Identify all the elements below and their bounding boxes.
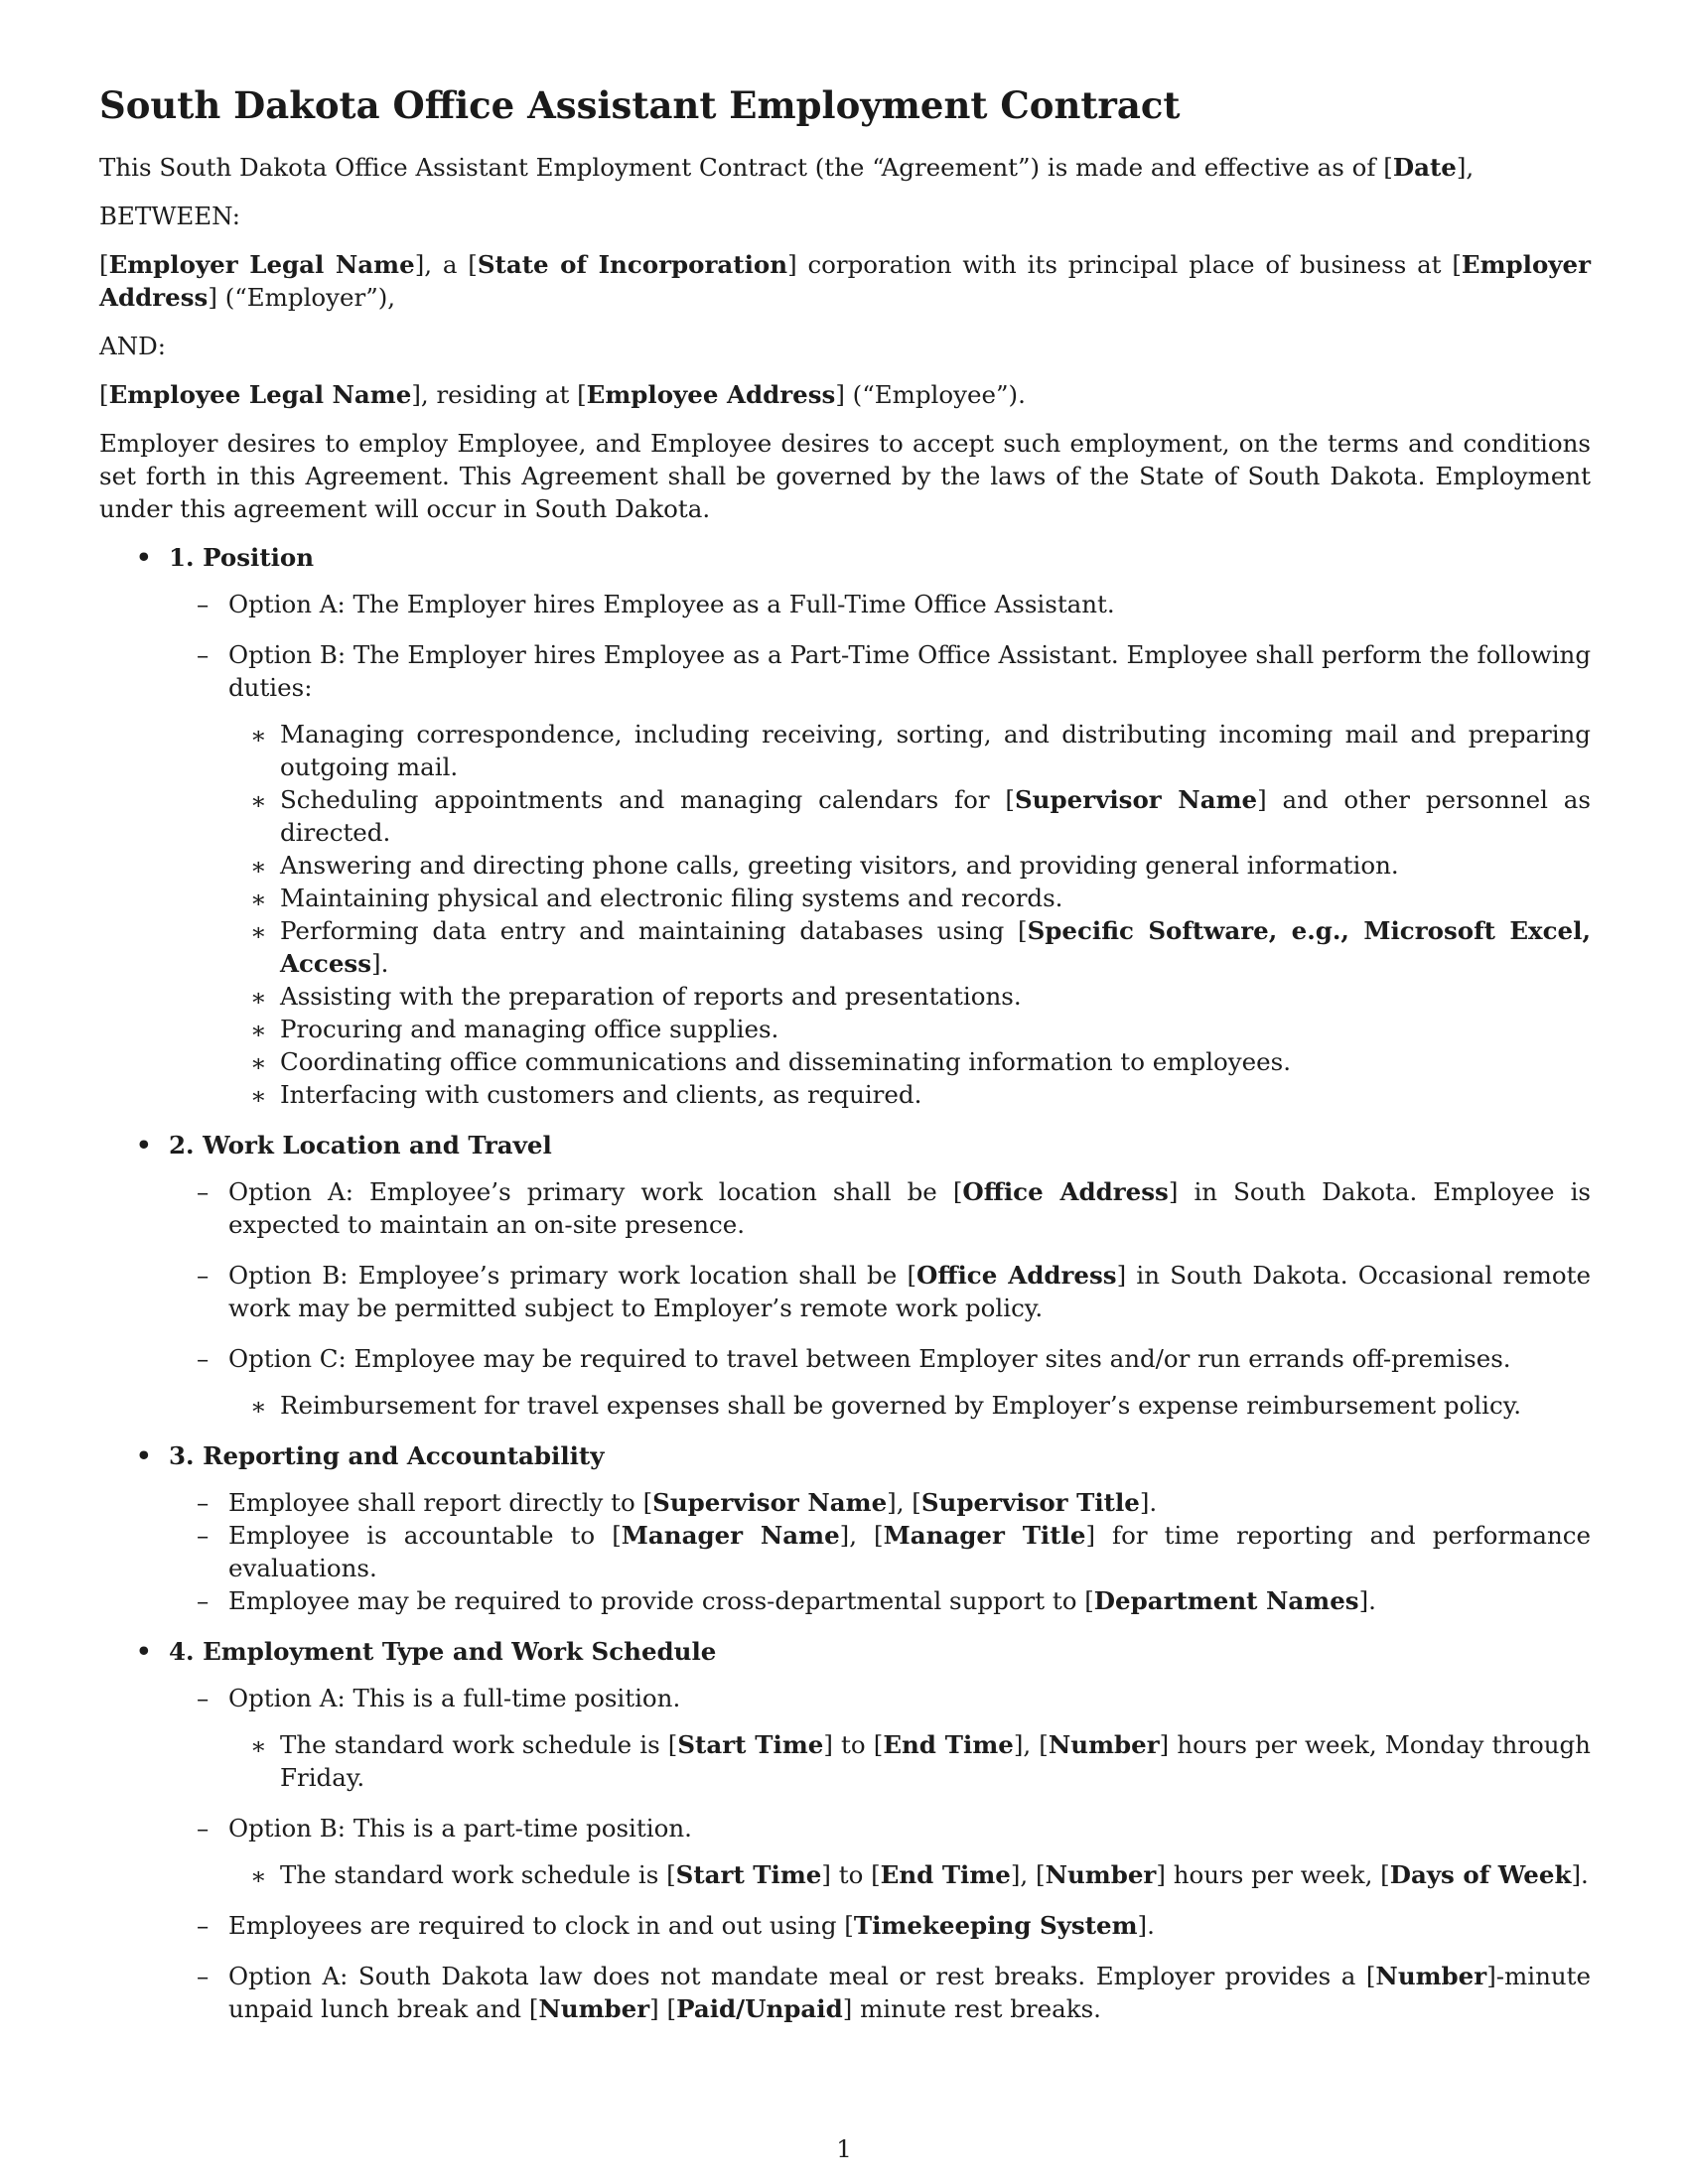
option-item: – Option A: This is a full-time position. [197,1684,681,1712]
sub-list [99,1389,1591,1422]
option-item: – Option B: Employee’s primary work location shall be [Office Address] in South Dakota. Occasional remote work may be permitted subject to Employer’s remote work policy. [197,1261,1591,1322]
list-item: – Employees are required to clock in and out using [Timekeeping System]. [197,1911,1155,1940]
list-item: ∗ Procuring and managing office supplies. [250,1015,779,1044]
list-item: – Employee may be required to provide cross-departmental support to [Department Names]. [197,1586,1376,1615]
document-body [99,83,1591,2043]
page-number: 1 [836,2134,852,2163]
sub-list [99,1728,1591,1794]
list-item: ∗ Assisting with the preparation of reports and presentations. [250,982,1022,1012]
list-item: ∗ Managing correspondence, including receiving, sorting, and distributing incoming mail and preparing outgoing mail. [250,720,1591,781]
section-heading: • 1. Position [136,543,315,572]
list-item: ∗ Coordinating office communications and disseminating information to employees. [250,1047,1291,1077]
list-item: ∗ Interfacing with customers and clients, as required. [250,1080,922,1110]
document-title: South Dakota Office Assistant Employment Contract [99,83,1181,127]
employer-party: [Employer Legal Name], a [State of Incorporation] corporation with its principal place of business at [Employer Address] (“Employer”), [99,250,1592,312]
option-item: – Option A: South Dakota law does not mandate meal or rest breaks. Employer provides a [Number]-minute unpaid lunch break and [Number] [Paid/Unpaid] minute rest breaks. [197,1962,1591,2023]
section-work-location [99,1129,1591,1422]
list-item: ∗ Reimbursement for travel expenses shall be governed by Employer’s expense reimbursement policy. [250,1391,1522,1421]
list-item: ∗ Performing data entry and maintaining databases using [Specific Software, e.g., Microsoft Excel, Access]. [250,916,1591,978]
list-item: ∗ The standard work schedule is [Start Time] to [End Time], [Number] hours per week, Monday through Friday. [250,1730,1591,1792]
section-heading: • 3. Reporting and Accountability [136,1441,605,1470]
purpose-paragraph: Employer desires to employ Employee, and Employee desires to accept such employment, on the terms and conditions set forth in this Agreement. This Agreement shall be governed by the laws of the State of South Dakota. Employment under this agreement will occur in South Dakota. [99,429,1591,523]
list-item: – Employee is accountable to [Manager Name], [Manager Title] for time reporting and performance evaluations. [197,1521,1591,1582]
section-heading: • 2. Work Location and Travel [136,1131,552,1160]
sub-list [99,1858,1591,1891]
intro-paragraph: This South Dakota Office Assistant Employment Contract (the “Agreement”) is made and effective as of [Date], [99,153,1475,182]
option-item: – Option A: The Employer hires Employee as a Full-Time Office Assistant. [197,590,1115,618]
list-item: ∗ The standard work schedule is [Start Time] to [End Time], [Number] hours per week, [Days of Week]. [250,1860,1589,1890]
and-label: AND: [99,332,167,360]
option-item: – Option A: Employee’s primary work location shall be [Office Address] in South Dakota. Employee is expected to maintain an on-site presence. [197,1177,1591,1239]
list-item: ∗ Answering and directing phone calls, greeting visitors, and providing general information. [250,851,1399,881]
section-position [99,541,1591,1111]
employee-party: [Employee Legal Name], residing at [Employee Address] (“Employee”). [99,380,1026,409]
option-item: – Option B: The Employer hires Employee as a Part-Time Office Assistant. Employee shall perform the following duties: [197,640,1591,702]
section-reporting [99,1439,1591,1617]
between-label: BETWEEN: [99,202,240,230]
list-item: ∗ Maintaining physical and electronic filing systems and records. [250,884,1063,913]
section-heading: • 4. Employment Type and Work Schedule [136,1637,717,1666]
list-item: ∗ Scheduling appointments and managing calendars for [Supervisor Name] and other personnel as directed. [250,785,1591,847]
option-item: – Option B: This is a part-time position. [197,1814,692,1843]
option-item: – Option C: Employee may be required to travel between Employer sites and/or run errands off-premises. [197,1344,1511,1373]
section-employment-type [99,1635,1591,2025]
duties-list [99,718,1591,1111]
list-item: – Employee shall report directly to [Supervisor Name], [Supervisor Title]. [197,1488,1158,1517]
